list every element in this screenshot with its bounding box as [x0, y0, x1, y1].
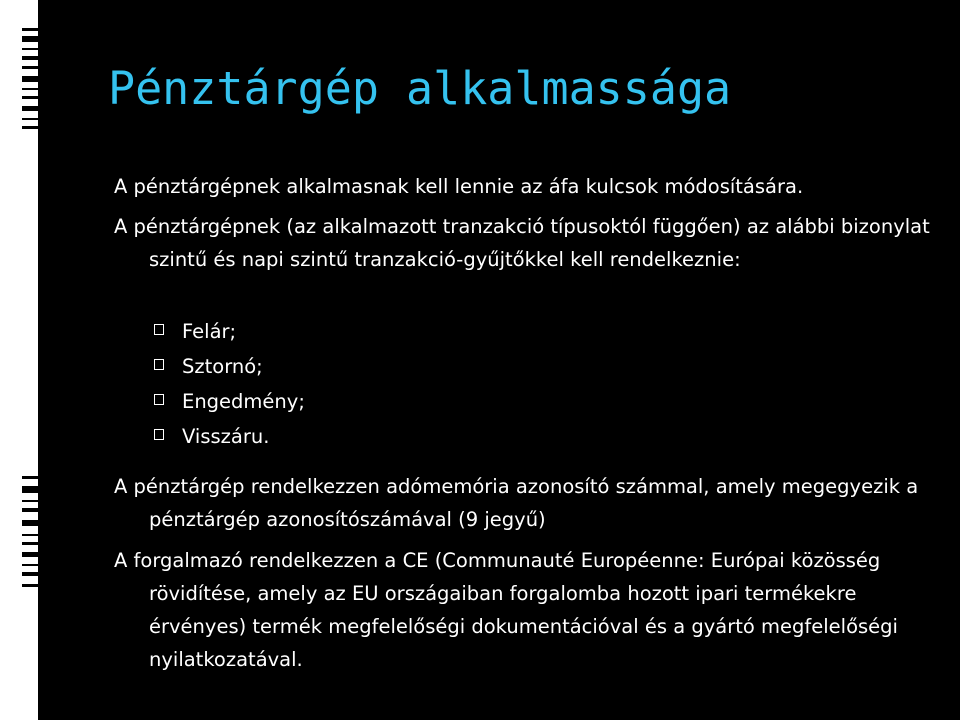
paragraph-tax-memory-id: A pénztárgép rendelkezzen adómemória azonosító számmal, amely megegyezik a pénztárgép azonosítószámával (9 jegyű) [114, 475, 919, 531]
square-bullet-icon [154, 429, 164, 440]
slide-title: Pénztárgép alkalmassága [108, 62, 732, 115]
list-item: Visszáru. [154, 420, 269, 453]
list-item: Felár; [154, 315, 236, 348]
paragraph-transaction-collectors: A pénztárgépnek (az alkalmazott tranzakció típusoktól függően) az alábbi bizonylat szintű és napi szintű tranzakció-gyűjtőkkel kell rendelkeznie: [114, 215, 930, 271]
paragraph-vat-rates: A pénztárgépnek alkalmasnak kell lennie az áfa kulcsok módosítására. [114, 175, 804, 198]
square-bullet-icon [154, 394, 164, 405]
square-bullet-icon [154, 359, 164, 370]
square-bullet-icon [154, 324, 164, 335]
left-decorative-strip [0, 0, 38, 720]
paragraph-ce-conformity: A forgalmazó rendelkezzen a CE (Communauté Européenne: Európai közösség rövidítése, amely az EU országaiban forgalomba hozott ipari termékekre érvényes) termék megfelelőségi dokumentációval és a gyártó megfelelőségi nyilatkozatával. [114, 549, 898, 671]
list-item: Sztornó; [154, 350, 263, 383]
list-item: Engedmény; [154, 385, 305, 418]
